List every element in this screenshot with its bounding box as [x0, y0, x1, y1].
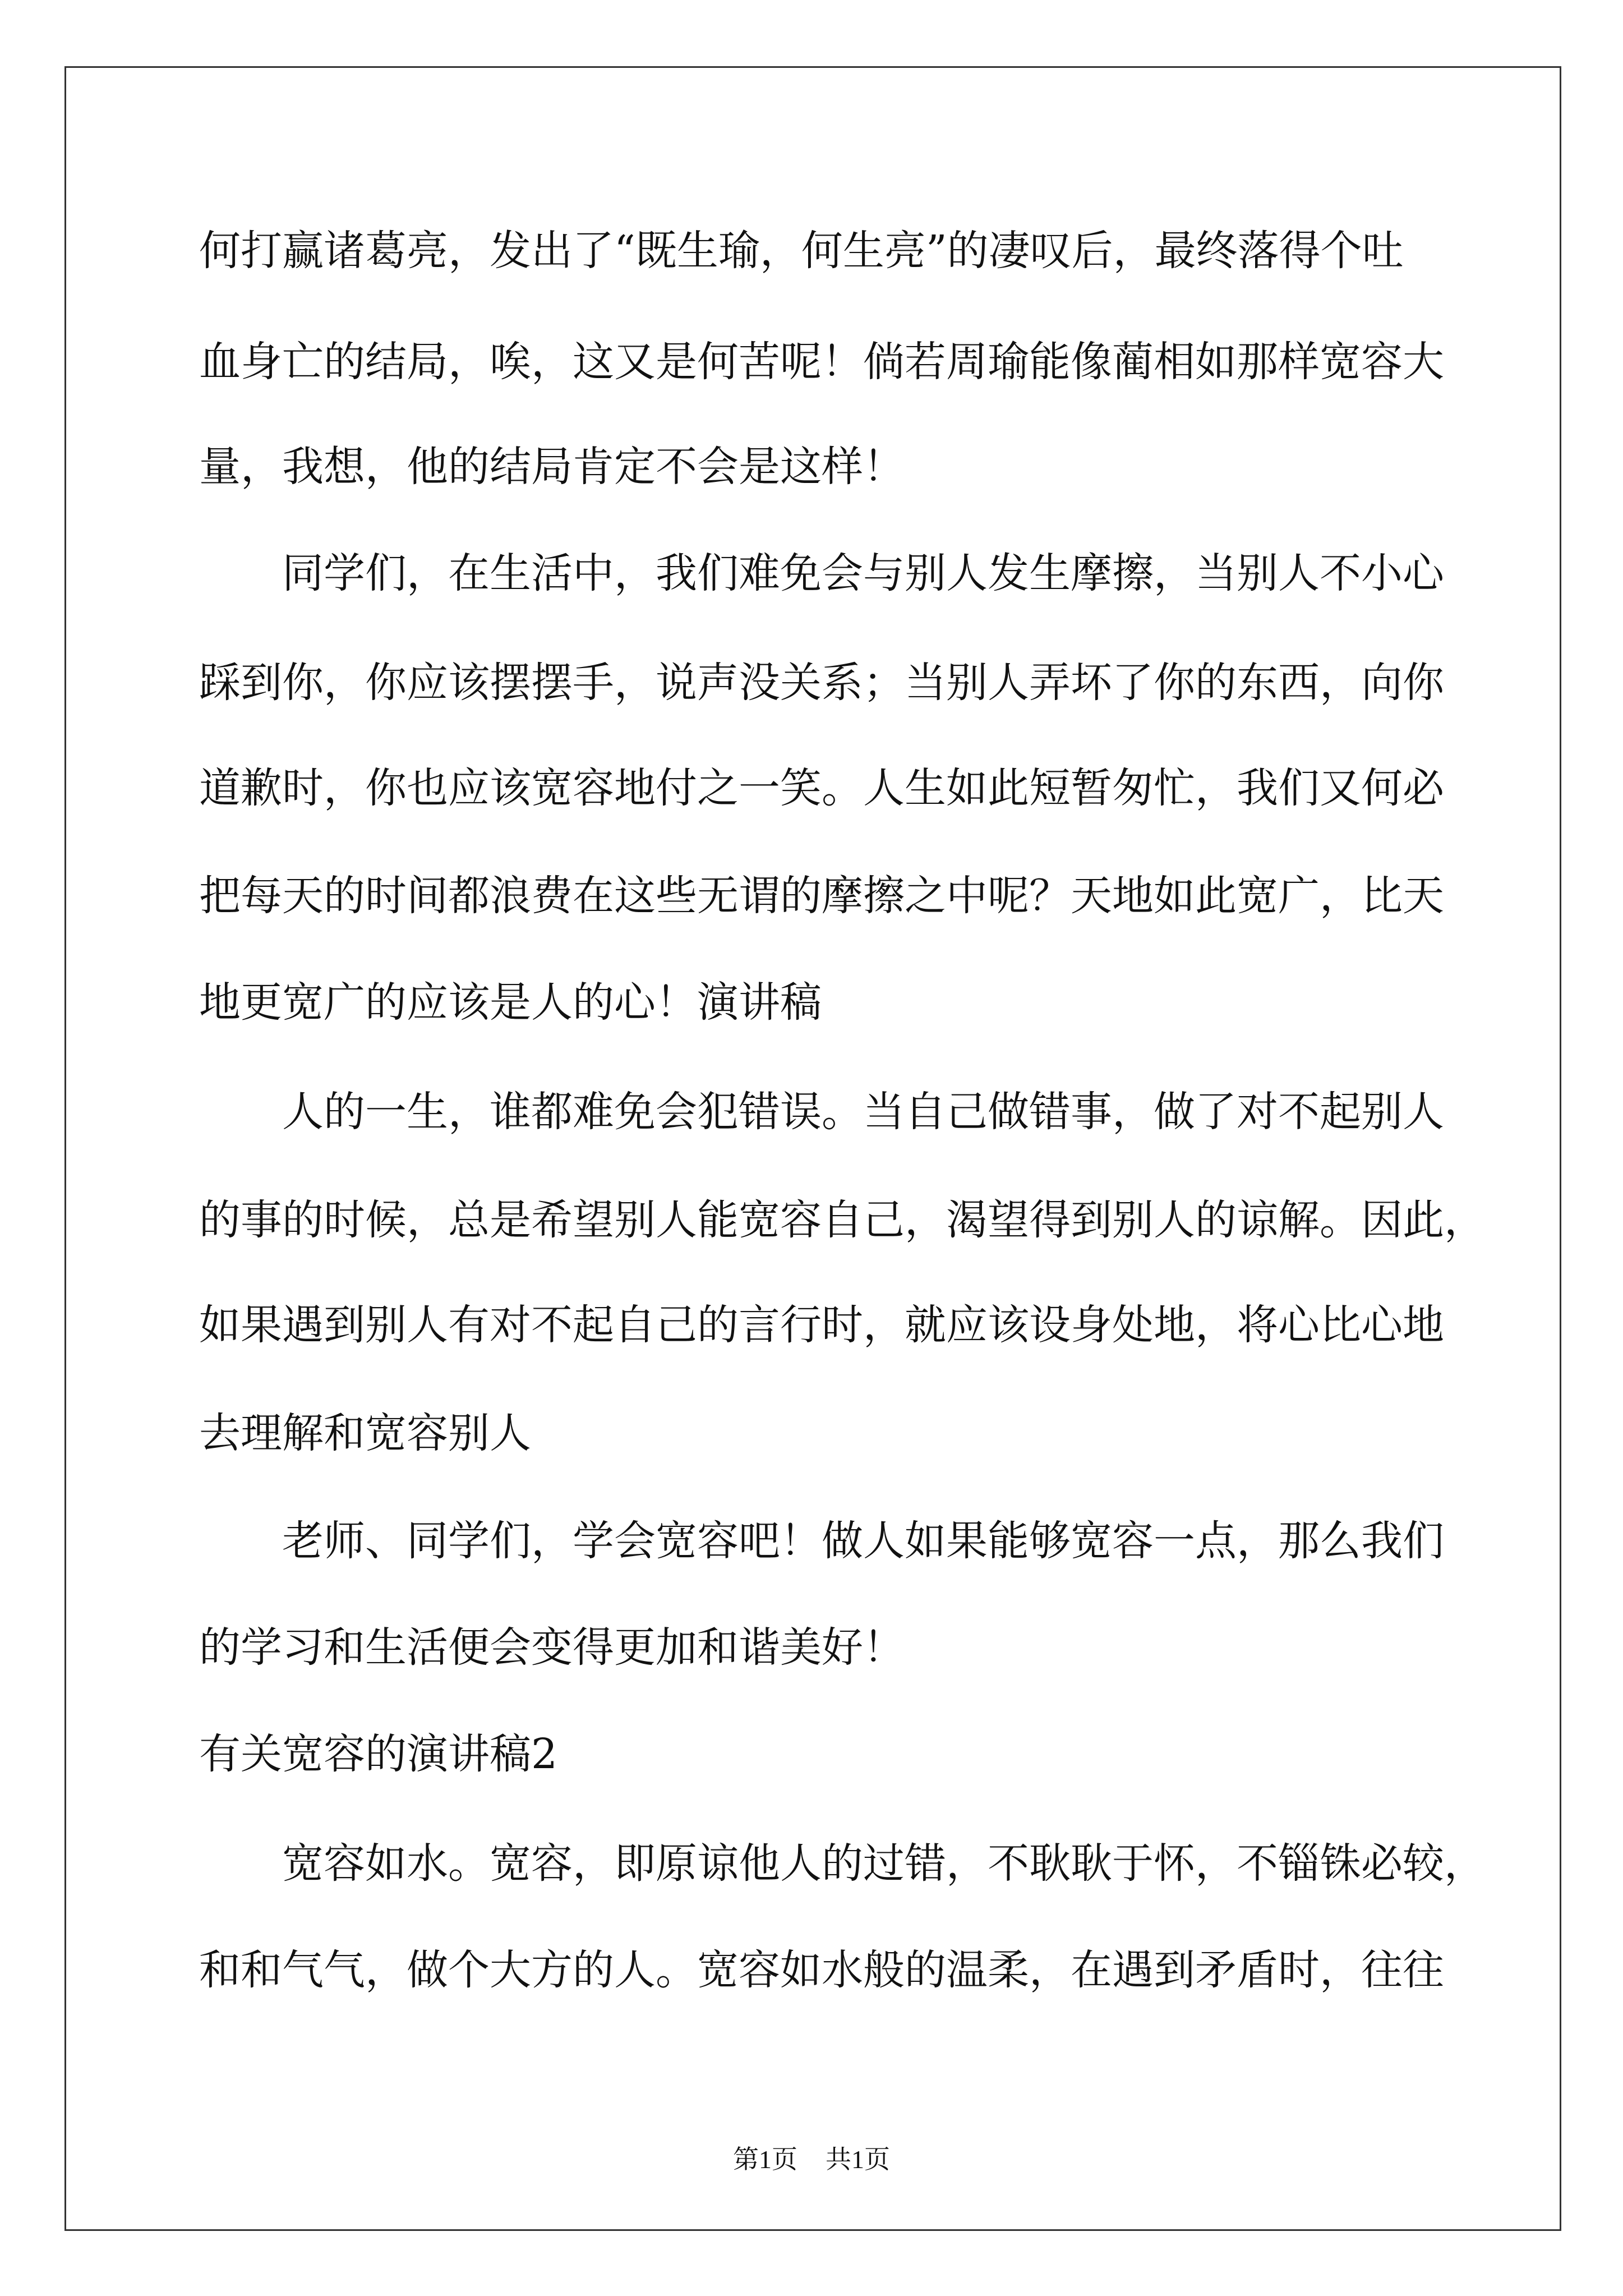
text-line: 如果遇到别人有对不起自己的言行时，就应该设身处地，将心比心地	[199, 1301, 1444, 1349]
text-line: 血身亡的结局，唉，这又是何苦呢！倘若周瑜能像蔺相如那样宽容大	[199, 338, 1444, 386]
page-footer	[0, 2139, 1623, 2176]
text-line: 量，我想，他的结局肯定不会是这样！	[199, 443, 905, 491]
text-line: 的学习和生活便会变得更加和谐美好！	[199, 1623, 905, 1672]
section-heading: 有关宽容的演讲稿2	[199, 1730, 558, 1778]
text-line: 和和气气，做个大方的人。宽容如水般的温柔，在遇到矛盾时，往往	[199, 1946, 1444, 1994]
page-border	[64, 66, 1561, 2231]
page-number-total: 共1页	[826, 2145, 890, 2174]
text-line: 何打赢诸葛亮，发出了“既生瑜，何生亮”的凄叹后，最终落得个吐	[199, 227, 1404, 275]
paragraph-start: 老师、同学们，学会宽容吧！做人如果能够宽容一点，那么我们	[282, 1517, 1444, 1565]
text-line: 把每天的时间都浪费在这些无谓的摩擦之中呢？天地如此宽广，比天	[199, 872, 1444, 920]
paragraph-start: 人的一生，谁都难免会犯错误。当自己做错事，做了对不起别人	[282, 1088, 1444, 1136]
text-line: 踩到你，你应该摆摆手，说声没关系；当别人弄坏了你的东西，向你	[199, 659, 1444, 707]
text-line: 去理解和宽容别人	[199, 1409, 531, 1457]
text-line: 的事的时候，总是希望别人能宽容自己，渴望得到别人的谅解。因此，	[199, 1196, 1486, 1244]
paragraph-start: 同学们，在生活中，我们难免会与别人发生摩擦，当别人不小心	[282, 549, 1444, 597]
text-line: 地更宽广的应该是人的心！演讲稿	[199, 978, 822, 1027]
page-number-current: 第1页	[733, 2145, 797, 2174]
text-line: 道歉时，你也应该宽容地付之一笑。人生如此短暂匆忙，我们又何必	[199, 764, 1444, 812]
paragraph-start: 宽容如水。宽容，即原谅他人的过错，不耿耿于怀，不锱铢必较，	[282, 1839, 1486, 1888]
